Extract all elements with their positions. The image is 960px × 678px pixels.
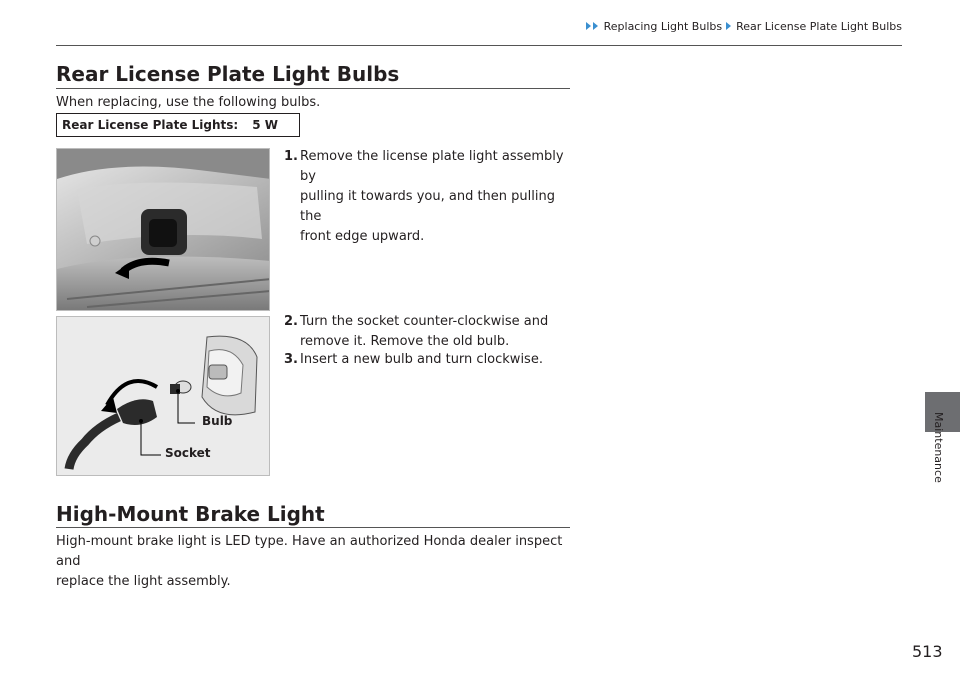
side-tab-text: Maintenance [932, 412, 945, 483]
section-rule [56, 527, 570, 528]
bulb-spec-table [56, 113, 300, 137]
callout-bulb: Bulb [202, 414, 233, 428]
brake-light-text [56, 532, 576, 592]
spec-label: Rear License Plate Lights: [62, 118, 239, 132]
side-tab-label [931, 412, 947, 512]
intro-text: When replacing, use the following bulbs. [56, 95, 321, 110]
step-text [300, 350, 543, 370]
license-plate-light-illustration [57, 149, 270, 311]
section-title-brake-light: High-Mount Brake Light [56, 502, 325, 526]
step-line: remove it. Remove the old bulb. [300, 334, 510, 349]
arrow-icon [726, 22, 731, 30]
step-number: 3. [284, 352, 298, 367]
step-line: Turn the socket counter-clockwise and [300, 314, 549, 329]
arrow-icon [586, 22, 591, 30]
license-plate-light-photo [56, 148, 270, 311]
callout-socket: Socket [165, 446, 211, 460]
step-line: Remove the license plate light assembly by [300, 149, 564, 184]
socket-bulb-diagram [56, 316, 270, 476]
step-number: 2. [284, 314, 298, 329]
page-number: 513 [912, 642, 943, 661]
section-rule [56, 88, 570, 89]
step-2 [284, 312, 574, 352]
header-rule [56, 45, 902, 46]
socket-bulb-illustration [57, 317, 270, 476]
breadcrumb-current: Rear License Plate Light Bulbs [736, 20, 902, 33]
step-3 [284, 350, 574, 370]
paragraph-line: High-mount brake light is LED type. Have an authorized Honda dealer inspect and [56, 534, 563, 569]
step-1 [284, 147, 574, 244]
spec-value: 5 W [252, 118, 278, 132]
step-text [300, 147, 574, 247]
arrow-icon [593, 22, 598, 30]
step-line: front edge upward. [300, 229, 425, 244]
paragraph-line: replace the light assembly. [56, 574, 231, 589]
step-text [300, 312, 548, 352]
step-line: Insert a new bulb and turn clockwise. [300, 352, 543, 367]
breadcrumb [528, 20, 902, 34]
breadcrumb-parent[interactable]: Replacing Light Bulbs [603, 20, 723, 33]
section-title-license-plate: Rear License Plate Light Bulbs [56, 62, 400, 86]
step-line: pulling it towards you, and then pulling the [300, 189, 555, 224]
step-number: 1. [284, 149, 298, 164]
